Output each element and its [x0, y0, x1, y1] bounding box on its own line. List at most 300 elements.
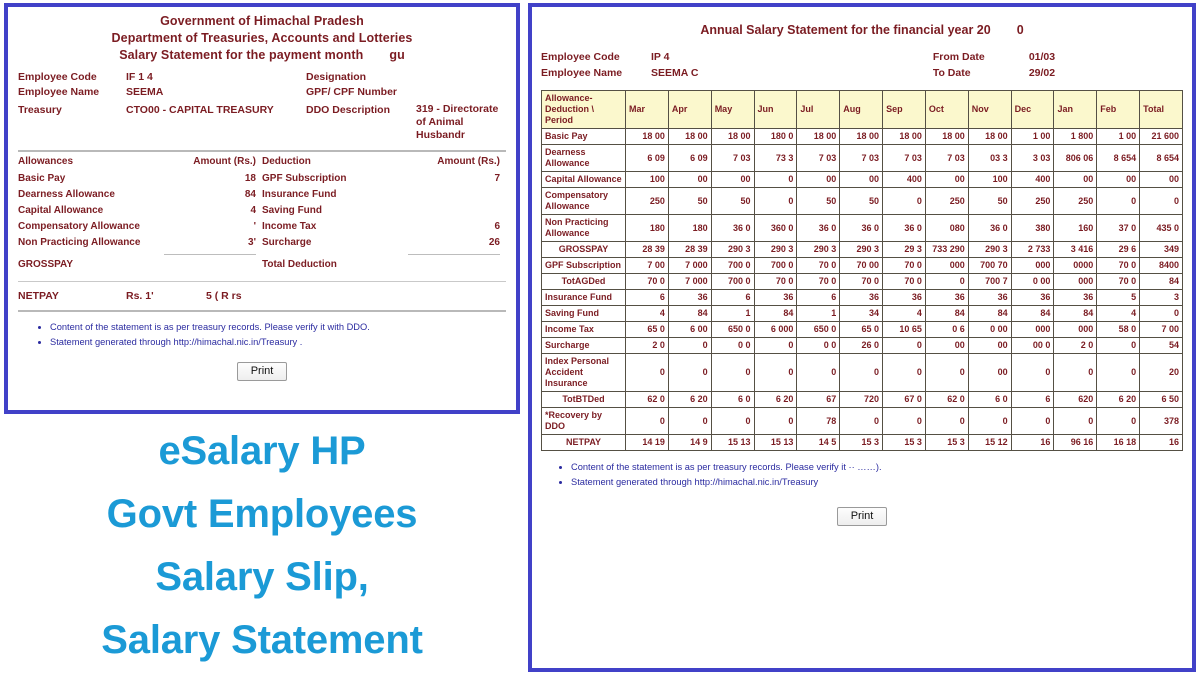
table-cell: 0	[668, 408, 711, 435]
table-cell: 70 0	[883, 274, 926, 290]
table-cell: 00 0	[1011, 338, 1054, 354]
table-cell: 180	[668, 215, 711, 242]
table-cell: 34	[840, 306, 883, 322]
table-cell: 70 0	[840, 274, 883, 290]
table-cell: 18 00	[626, 129, 669, 145]
table-cell: 15 3	[840, 435, 883, 451]
annual-id-left	[541, 49, 875, 81]
table-cell: 0	[1054, 408, 1097, 435]
annual-title-prefix: Annual Salary Statement for the financial year 20	[700, 23, 991, 37]
table-cell: 0	[968, 408, 1011, 435]
table-cell: 7 000	[668, 258, 711, 274]
table-cell: 0	[668, 338, 711, 354]
table-cell: 0	[754, 172, 797, 188]
allowance-row	[18, 203, 262, 219]
treasury-label: Treasury	[18, 104, 62, 116]
from-date-label: From Date	[932, 51, 985, 63]
table-row	[542, 258, 1183, 274]
table-cell: 250	[925, 188, 968, 215]
table-cell: 15 3	[925, 435, 968, 451]
table-cell: 96 16	[1054, 435, 1097, 451]
table-cell: 29 6	[1097, 242, 1140, 258]
table-cell: 37 0	[1097, 215, 1140, 242]
table-cell: 14 9	[668, 435, 711, 451]
table-cell: 36	[968, 290, 1011, 306]
table-cell: 0 6	[925, 322, 968, 338]
table-cell: 36	[1054, 290, 1097, 306]
table-cell: 00	[797, 172, 840, 188]
annual-row-from-date	[933, 49, 1183, 65]
table-cell: 36 0	[797, 215, 840, 242]
table-cell: 0	[754, 188, 797, 215]
table-cell: 0	[1011, 354, 1054, 392]
netpay-row	[18, 288, 506, 304]
table-cell: 0	[1097, 408, 1140, 435]
deduction-row-label: Surcharge	[262, 237, 312, 248]
table-cell: 18 00	[925, 129, 968, 145]
table-cell: 70 0	[797, 274, 840, 290]
row-label: Insurance Fund	[542, 290, 626, 306]
table-cell: 180 0	[754, 129, 797, 145]
table-cell: 15 12	[968, 435, 1011, 451]
column-header-apr: Apr	[668, 91, 711, 129]
note-item: • Content of the statement is as per treasury records. Please verify it with DDO.	[50, 320, 506, 334]
row-label: Non Practicing Allowance	[542, 215, 626, 242]
table-cell: 65 0	[626, 322, 669, 338]
table-cell: 00	[968, 354, 1011, 392]
row-label: Income Tax	[542, 322, 626, 338]
total-deduction-amount	[410, 257, 500, 273]
deduction-row	[262, 219, 506, 235]
deduction-row-label: Insurance Fund	[262, 189, 337, 200]
divider-top	[18, 150, 506, 152]
deduction-amount: 7	[494, 173, 500, 184]
table-cell: 0	[1011, 408, 1054, 435]
table-cell: 8 654	[1140, 145, 1183, 172]
table-cell: 0	[925, 354, 968, 392]
table-cell: 720	[840, 392, 883, 408]
table-cell: 6 20	[1097, 392, 1140, 408]
table-cell: 28 39	[668, 242, 711, 258]
table-cell: 3	[1140, 290, 1183, 306]
table-cell: 349	[1140, 242, 1183, 258]
deduction-amount: 26	[488, 237, 500, 248]
table-cell: 00	[925, 338, 968, 354]
table-cell: 50	[668, 188, 711, 215]
allowance-amount: '	[253, 221, 256, 232]
total-deduction-row-label: Total Deduction	[262, 259, 337, 270]
netpay-amount: Rs. 1'	[126, 290, 154, 302]
deduction-amount-header: Amount (Rs.)	[437, 156, 500, 167]
table-cell: 400	[883, 172, 926, 188]
annual-employee-code-value: IP 4	[651, 51, 670, 63]
table-cell: 0	[754, 354, 797, 392]
employee-code-value: IF 1 4	[126, 71, 153, 83]
table-cell: 0	[883, 408, 926, 435]
table-cell: 36 0	[883, 215, 926, 242]
row-label: Dearness Allowance	[542, 145, 626, 172]
table-cell: 36	[668, 290, 711, 306]
grosspay-row-label: GROSSPAY	[18, 259, 74, 270]
table-cell: 1 00	[1097, 129, 1140, 145]
table-cell: 18 00	[840, 129, 883, 145]
table-cell: 70 0	[1097, 258, 1140, 274]
column-header-mar: Mar	[626, 91, 669, 129]
deduction-row	[262, 203, 506, 219]
slip-title-line1: Government of Himachal Pradesh	[160, 14, 364, 28]
table-row	[542, 242, 1183, 258]
table-cell: 58 0	[1097, 322, 1140, 338]
table-cell: 7 03	[797, 145, 840, 172]
table-cell: 62 0	[925, 392, 968, 408]
table-cell: 0	[626, 408, 669, 435]
promo-headline	[0, 420, 524, 670]
to-date-value: 29/02	[1028, 67, 1056, 79]
table-row	[542, 172, 1183, 188]
allowance-amount: 3'	[248, 237, 256, 248]
table-cell: 0 00	[968, 322, 1011, 338]
row-label: Saving Fund	[542, 306, 626, 322]
treasury-value: CTO00 - CAPITAL TREASURY	[126, 104, 274, 116]
table-row	[542, 338, 1183, 354]
allowance-deduction-header-row	[18, 156, 506, 171]
table-cell: 6	[1011, 392, 1054, 408]
table-cell: 700 0	[754, 258, 797, 274]
table-cell: 14 19	[626, 435, 669, 451]
table-cell: 0000	[1054, 258, 1097, 274]
annual-table-head	[542, 91, 1183, 129]
table-cell: 15 3	[883, 435, 926, 451]
table-cell: 16 18	[1097, 435, 1140, 451]
allowance-amount: 18	[244, 173, 256, 184]
table-cell: 0	[1140, 306, 1183, 322]
table-cell: 290 3	[797, 242, 840, 258]
table-cell: 84	[1011, 306, 1054, 322]
table-cell: 435 0	[1140, 215, 1183, 242]
annual-employee-code-label: Employee Code	[541, 51, 620, 63]
table-cell: 4	[883, 306, 926, 322]
table-cell: 100	[968, 172, 1011, 188]
table-cell: 6	[797, 290, 840, 306]
table-cell: 18 00	[968, 129, 1011, 145]
row-label: Basic Pay	[542, 129, 626, 145]
row-label: NETPAY	[542, 435, 626, 451]
deduction-row-label: Saving Fund	[262, 205, 322, 216]
table-cell: 650 0	[797, 322, 840, 338]
print-button-annual[interactable]: Print	[837, 507, 888, 526]
row-label: GPF Subscription	[542, 258, 626, 274]
column-header-dec: Dec	[1011, 91, 1054, 129]
slip-row-employee-name	[18, 85, 506, 100]
column-header-total: Total	[1140, 91, 1183, 129]
table-cell: 50	[711, 188, 754, 215]
employee-name-value: SEEMA	[126, 86, 164, 98]
table-cell: 00	[968, 338, 1011, 354]
table-cell: 400	[1011, 172, 1054, 188]
annual-salary-statement-panel	[528, 3, 1196, 672]
deduction-row	[262, 171, 506, 187]
table-cell: 000	[1054, 274, 1097, 290]
table-cell: 70 00	[840, 258, 883, 274]
annual-salary-table	[541, 90, 1183, 451]
slip-title-line2: Department of Treasuries, Accounts and Lotteries	[111, 31, 413, 45]
row-label: Index Personal Accident Insurance	[542, 354, 626, 392]
table-cell: 6	[626, 290, 669, 306]
slip-employee-details	[18, 70, 506, 142]
row-label: TotBTDed	[542, 392, 626, 408]
table-row	[542, 435, 1183, 451]
to-date-label: To Date	[932, 67, 971, 79]
slip-print-wrap	[18, 361, 506, 381]
table-cell: 8400	[1140, 258, 1183, 274]
table-row	[542, 354, 1183, 392]
allowance-row	[18, 187, 262, 203]
table-cell: 080	[925, 215, 968, 242]
allowances-column	[18, 171, 262, 273]
table-cell: 00	[1140, 172, 1183, 188]
annual-statement-title	[541, 23, 1183, 37]
table-row	[542, 274, 1183, 290]
table-cell: 6	[711, 290, 754, 306]
table-row	[542, 188, 1183, 215]
table-cell: 0	[840, 408, 883, 435]
table-cell: 1	[797, 306, 840, 322]
table-cell: 8 654	[1097, 145, 1140, 172]
table-cell: 84	[968, 306, 1011, 322]
table-cell: 0	[883, 338, 926, 354]
table-cell: 73 3	[754, 145, 797, 172]
slip-title-line3-text: Salary Statement for the payment month	[119, 48, 364, 62]
table-cell: 0	[668, 354, 711, 392]
table-row	[542, 215, 1183, 242]
table-cell: 0	[711, 354, 754, 392]
table-cell: 03 3	[968, 145, 1011, 172]
table-cell: 0	[1097, 338, 1140, 354]
table-cell: 0	[883, 188, 926, 215]
annual-table-header-row	[542, 91, 1183, 129]
table-cell: 18 00	[668, 129, 711, 145]
annual-notes	[541, 460, 1183, 490]
table-cell: 0	[883, 354, 926, 392]
table-cell: 5	[1097, 290, 1140, 306]
column-header-jun: Jun	[754, 91, 797, 129]
table-row	[542, 322, 1183, 338]
table-cell: 54	[1140, 338, 1183, 354]
table-cell: 000	[925, 258, 968, 274]
table-cell: 36	[754, 290, 797, 306]
gpf-cpf-number-label: GPF/ CPF Number	[306, 86, 398, 98]
allowances-header: Allowances	[18, 156, 74, 167]
slip-row-employee-code	[18, 70, 506, 85]
divider-netpay	[18, 281, 506, 282]
deductions-column	[262, 171, 506, 273]
table-cell: 6 20	[754, 392, 797, 408]
table-cell: 0 0	[711, 338, 754, 354]
table-cell: 250	[626, 188, 669, 215]
table-cell: 7 03	[925, 145, 968, 172]
column-header-sep: Sep	[883, 91, 926, 129]
allowance-row	[18, 171, 262, 187]
grosspay-row	[18, 255, 262, 273]
table-row	[542, 145, 1183, 172]
column-header-jul: Jul	[797, 91, 840, 129]
column-header-oct: Oct	[925, 91, 968, 129]
monthly-salary-slip-panel	[4, 3, 520, 414]
table-cell: 62 0	[626, 392, 669, 408]
table-cell: 250	[1011, 188, 1054, 215]
allowance-row-label: Basic Pay	[18, 173, 66, 184]
table-cell: 0	[711, 408, 754, 435]
netpay-in-words: 5 ( R rs	[206, 290, 242, 302]
column-header-may: May	[711, 91, 754, 129]
table-cell: 70 0	[754, 274, 797, 290]
table-cell: 84	[1140, 274, 1183, 290]
table-cell: 28 39	[626, 242, 669, 258]
table-cell: 100	[626, 172, 669, 188]
table-cell: 1 800	[1054, 129, 1097, 145]
table-cell: 7 03	[883, 145, 926, 172]
allowances-amount-header: Amount (Rs.)	[193, 156, 256, 167]
table-cell: 290 3	[968, 242, 1011, 258]
table-cell: 50	[840, 188, 883, 215]
annual-print-wrap	[541, 506, 1183, 526]
annual-employee-name-label: Employee Name	[541, 67, 623, 79]
table-cell: 7 03	[840, 145, 883, 172]
table-cell: 16	[1140, 435, 1183, 451]
table-cell: 36	[883, 290, 926, 306]
deduction-header: Deduction	[262, 156, 311, 167]
table-row	[542, 129, 1183, 145]
annual-id-right	[875, 49, 1183, 81]
table-cell: 70 0	[883, 258, 926, 274]
slip-title-line3	[18, 47, 506, 64]
column-header-feb: Feb	[1097, 91, 1140, 129]
slip-row-treasury	[18, 103, 506, 142]
table-cell: 7 00	[1140, 322, 1183, 338]
table-cell: 26 0	[840, 338, 883, 354]
table-cell: 36 0	[840, 215, 883, 242]
headline-line-1: eSalary HP	[158, 429, 366, 473]
table-cell: 000	[1054, 322, 1097, 338]
allowance-deduction-body	[18, 171, 506, 273]
table-cell: 6 000	[754, 322, 797, 338]
allowance-amount: 84	[244, 189, 256, 200]
table-cell: 36	[840, 290, 883, 306]
table-cell: 1 00	[1011, 129, 1054, 145]
allowance-row-label: Compensatory Allowance	[18, 221, 140, 232]
designation-label: Designation	[306, 71, 367, 83]
table-cell: 21 600	[1140, 129, 1183, 145]
table-cell: 6 09	[626, 145, 669, 172]
table-cell: 84	[1054, 306, 1097, 322]
column-header-nov: Nov	[968, 91, 1011, 129]
table-cell: 806 06	[1054, 145, 1097, 172]
note-item: • Content of the statement is as per treasury records. Please verify it ·· ……).	[571, 460, 1183, 475]
table-cell: 36	[925, 290, 968, 306]
column-header-aug: Aug	[840, 91, 883, 129]
annual-row-employee-code	[541, 49, 875, 65]
table-cell: 0	[626, 354, 669, 392]
table-cell: 6 20	[668, 392, 711, 408]
table-cell: 6 0	[968, 392, 1011, 408]
row-label: Surcharge	[542, 338, 626, 354]
table-cell: 380	[1011, 215, 1054, 242]
allowance-row-label: Dearness Allowance	[18, 189, 115, 200]
annual-row-to-date	[933, 65, 1183, 81]
table-cell: 20	[1140, 354, 1183, 392]
table-cell: 67 0	[883, 392, 926, 408]
table-cell: 00	[1097, 172, 1140, 188]
table-cell: 7 000	[668, 274, 711, 290]
table-cell: 378	[1140, 408, 1183, 435]
row-label: Compensatory Allowance	[542, 188, 626, 215]
deduction-amount: 6	[494, 221, 500, 232]
table-cell: 0	[754, 338, 797, 354]
table-cell: 3 416	[1054, 242, 1097, 258]
table-row	[542, 306, 1183, 322]
ddo-description-value: 319 - Directorate of Animal Husbandr	[416, 103, 499, 141]
table-cell: 0	[840, 354, 883, 392]
table-cell: 50	[968, 188, 1011, 215]
table-cell: 84	[668, 306, 711, 322]
grosspay-amount	[166, 257, 256, 273]
table-cell: 36	[1011, 290, 1054, 306]
table-cell: 7 00	[626, 258, 669, 274]
annual-notes-list	[541, 460, 1183, 490]
table-cell: 6 09	[668, 145, 711, 172]
table-cell: 3 03	[1011, 145, 1054, 172]
table-cell: 0	[1054, 354, 1097, 392]
table-cell: 18 00	[711, 129, 754, 145]
table-cell: 00	[925, 172, 968, 188]
table-cell: 0	[1097, 354, 1140, 392]
allowance-deduction-table	[18, 156, 506, 273]
divider-footer	[18, 310, 506, 312]
allowance-row	[18, 235, 262, 251]
table-cell: 360 0	[754, 215, 797, 242]
slip-heading-block	[18, 13, 506, 64]
deduction-row	[262, 187, 506, 203]
table-cell: 2 733	[1011, 242, 1054, 258]
print-button[interactable]: Print	[237, 362, 288, 381]
deduction-row-label: GPF Subscription	[262, 173, 347, 184]
table-cell: 70 0	[1097, 274, 1140, 290]
table-cell: 14 5	[797, 435, 840, 451]
table-cell: 733 290	[925, 242, 968, 258]
annual-table-body	[542, 129, 1183, 451]
table-cell: 18 00	[883, 129, 926, 145]
table-cell: 7 03	[711, 145, 754, 172]
table-cell: 00	[1054, 172, 1097, 188]
table-cell: 290 3	[754, 242, 797, 258]
table-cell: 0	[925, 274, 968, 290]
table-cell: 00	[711, 172, 754, 188]
annual-title-year-suffix: 0	[1016, 23, 1024, 37]
table-cell: 180	[626, 215, 669, 242]
table-cell: 0	[925, 408, 968, 435]
table-cell: 2 0	[626, 338, 669, 354]
table-cell: 6 50	[1140, 392, 1183, 408]
table-cell: 0 0	[797, 338, 840, 354]
allowance-row	[18, 219, 262, 235]
table-cell: 0	[1097, 188, 1140, 215]
slip-payment-month: gu	[389, 48, 405, 62]
ddo-description-label: DDO Description	[306, 104, 391, 116]
allowance-row-label: Non Practicing Allowance	[18, 237, 141, 248]
column-header-jan: Jan	[1054, 91, 1097, 129]
table-cell: 290 3	[840, 242, 883, 258]
headline-line-4: Salary Statement	[101, 618, 423, 662]
